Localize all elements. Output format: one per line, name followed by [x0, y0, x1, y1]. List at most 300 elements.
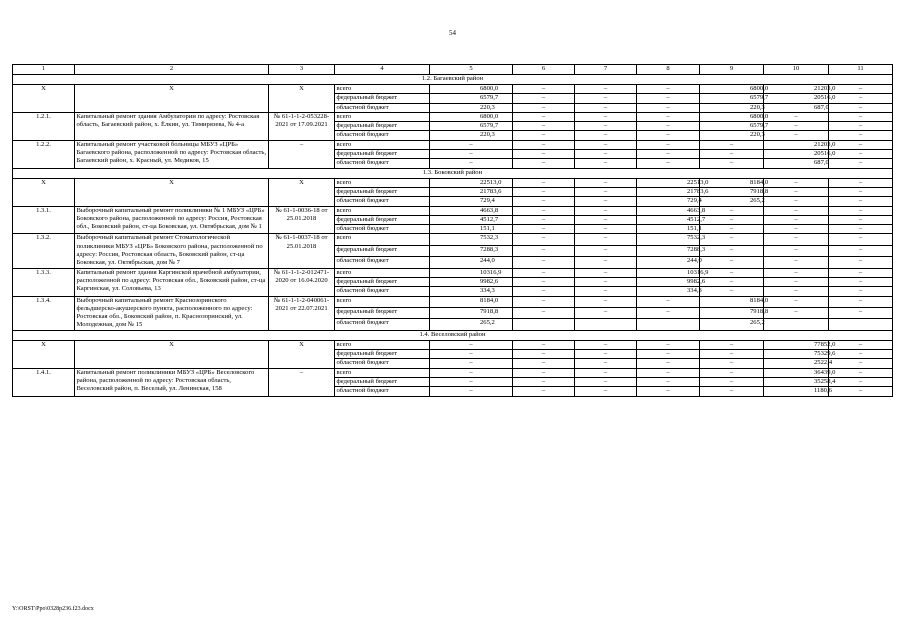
item-name: Выборочный капитальный ремонт Стоматологической поликлиники МБУЗ «ЦРБ» Боковского района, расположенной по адресу: Россия, Ростовская область, Боковский район, ст-ца Боковская, ул. Октябрьская, дом № 7: [75, 234, 269, 268]
item-name: Капитальный ремонт здания Каргинской врачебной амбулатории, расположенной по адресу: Ростовская обл., Боковский район, ст-ца Каргинская, ул. Соловьева, 13: [75, 268, 269, 296]
value-cell: –: [700, 350, 764, 359]
value-cell: –: [764, 187, 829, 196]
section-title-row: [13, 168, 893, 178]
funding-type: областной бюджет: [335, 159, 430, 168]
value-cell: –: [829, 287, 893, 296]
value-cell: [764, 319, 829, 330]
value-cell: 22513,0: [637, 178, 700, 187]
value-cell: –: [700, 206, 764, 215]
value-cell: –: [575, 206, 637, 215]
value-cell: 265,2: [700, 197, 764, 206]
value-cell: –: [637, 159, 700, 168]
value-cell: –: [575, 85, 637, 94]
column-number: 4: [335, 65, 430, 75]
value-cell: –: [637, 368, 700, 377]
section-summary-row: [13, 340, 893, 349]
value-cell: 6579,7: [700, 122, 764, 131]
value-cell: –: [513, 94, 575, 103]
value-cell: –: [513, 359, 575, 368]
value-cell: –: [513, 277, 575, 286]
value-cell: –: [764, 215, 829, 224]
value-cell: –: [575, 94, 637, 103]
value-cell: –: [637, 131, 700, 140]
value-cell: –: [829, 296, 893, 307]
value-cell: –: [637, 307, 700, 318]
value-cell: –: [829, 103, 893, 112]
funding-type: всего: [335, 140, 430, 149]
value-cell: –: [700, 140, 764, 149]
funding-type: федеральный бюджет: [335, 187, 430, 196]
column-number: 5: [430, 65, 513, 75]
value-cell: 151,1: [637, 225, 700, 234]
value-cell: –: [637, 122, 700, 131]
value-cell: –: [829, 140, 893, 149]
item-name: Капитальный ремонт поликлиники МБУЗ «ЦРБ» Веселовского района, расположенной по адресу: Ростовская область, Веселовский район, п. Веселый, ул. Ленинская, 158: [75, 368, 269, 396]
value-cell: –: [700, 359, 764, 368]
value-cell: –: [637, 340, 700, 349]
value-cell: –: [513, 387, 575, 396]
value-cell: –: [829, 131, 893, 140]
x-mark: Х: [269, 85, 335, 113]
value-cell: –: [575, 377, 637, 386]
value-cell: –: [575, 368, 637, 377]
funding-type: федеральный бюджет: [335, 215, 430, 224]
funding-type: областной бюджет: [335, 131, 430, 140]
column-number: 7: [575, 65, 637, 75]
funding-type: всего: [335, 206, 430, 215]
value-cell: –: [829, 257, 893, 268]
value-cell: –: [575, 150, 637, 159]
value-cell: –: [700, 377, 764, 386]
value-cell: 21203,0: [764, 85, 829, 94]
value-cell: 4663,8: [637, 206, 700, 215]
value-cell: –: [575, 178, 637, 187]
value-cell: –: [575, 296, 637, 307]
value-cell: –: [637, 150, 700, 159]
value-cell: –: [700, 368, 764, 377]
item-row: [13, 368, 893, 377]
item-document: № 61-1-1-2-012471-2020 от 16.04.2020: [269, 268, 335, 296]
value-cell: –: [637, 103, 700, 112]
value-cell: –: [513, 234, 575, 245]
value-cell: –: [829, 122, 893, 131]
funding-type: областной бюджет: [335, 287, 430, 296]
value-cell: –: [829, 350, 893, 359]
section-title-row: [13, 75, 893, 85]
value-cell: –: [513, 85, 575, 94]
item-document: № 61-1-1-2-053228-2021 от 17.09.2021: [269, 112, 335, 140]
value-cell: –: [513, 178, 575, 187]
value-cell: 20516,0: [764, 150, 829, 159]
value-cell: –: [700, 277, 764, 286]
value-cell: 2522,4: [764, 359, 829, 368]
item-number: 1.3.1.: [13, 206, 75, 234]
x-mark: Х: [75, 85, 269, 113]
value-cell: 220,3: [700, 103, 764, 112]
section-title: 1.2. Багаевский район: [13, 75, 893, 85]
funding-type: всего: [335, 234, 430, 245]
funding-type: всего: [335, 296, 430, 307]
value-cell: –: [575, 257, 637, 268]
value-cell: –: [513, 377, 575, 386]
value-cell: –: [637, 359, 700, 368]
item-number: 1.4.1.: [13, 368, 75, 396]
value-cell: –: [829, 234, 893, 245]
item-row: [13, 112, 893, 121]
value-cell: –: [575, 307, 637, 318]
value-cell: 687,0: [764, 159, 829, 168]
value-cell: 265,2: [430, 319, 513, 330]
value-cell: –: [700, 268, 764, 277]
value-cell: –: [764, 245, 829, 256]
value-cell: –: [513, 159, 575, 168]
value-cell: –: [829, 85, 893, 94]
value-cell: –: [513, 225, 575, 234]
value-cell: 35258,4: [764, 377, 829, 386]
value-cell: 6579,7: [430, 122, 513, 131]
funding-type: всего: [335, 368, 430, 377]
x-mark: Х: [13, 340, 75, 368]
section-summary-row: [13, 85, 893, 94]
value-cell: 151,1: [430, 225, 513, 234]
value-cell: –: [764, 112, 829, 121]
value-cell: 6579,7: [430, 94, 513, 103]
x-mark: Х: [13, 178, 75, 206]
column-number: 8: [637, 65, 700, 75]
value-cell: –: [430, 359, 513, 368]
funding-type: всего: [335, 112, 430, 121]
value-cell: –: [829, 277, 893, 286]
value-cell: 6800,0: [430, 112, 513, 121]
value-cell: –: [764, 197, 829, 206]
item-name: Капитальный ремонт здания Амбулатории по адресу: Ростовская область, Багаевский район, х. Ёлкин, ул. Тимирязева, № 4-а: [75, 112, 269, 140]
funding-type: федеральный бюджет: [335, 122, 430, 131]
value-cell: 4663,8: [430, 206, 513, 215]
value-cell: –: [575, 277, 637, 286]
value-cell: –: [430, 387, 513, 396]
value-cell: –: [829, 215, 893, 224]
value-cell: –: [764, 178, 829, 187]
value-cell: 8184,0: [430, 296, 513, 307]
value-cell: [513, 319, 575, 330]
value-cell: 7288,3: [430, 245, 513, 256]
value-cell: 9982,6: [637, 277, 700, 286]
value-cell: 265,2: [700, 319, 764, 330]
value-cell: –: [430, 377, 513, 386]
value-cell: –: [637, 377, 700, 386]
header-row: [13, 65, 893, 75]
value-cell: 21783,6: [637, 187, 700, 196]
item-name: Капитальный ремонт участковой больницы МБУЗ «ЦРБ» Багаевского района, расположенной по адресу: Ростовская область, Багаевский район, х. Красный, ул. Медиков, 15: [75, 140, 269, 168]
value-cell: –: [764, 307, 829, 318]
value-cell: –: [430, 140, 513, 149]
value-cell: –: [764, 122, 829, 131]
value-cell: –: [513, 112, 575, 121]
value-cell: –: [575, 359, 637, 368]
funding-type: федеральный бюджет: [335, 377, 430, 386]
item-document: № 61-1-0036-18 от 25.01.2018: [269, 206, 335, 234]
value-cell: 7918,8: [700, 307, 764, 318]
value-cell: –: [513, 257, 575, 268]
value-cell: 10316,9: [430, 268, 513, 277]
value-cell: –: [829, 377, 893, 386]
value-cell: 244,0: [637, 257, 700, 268]
value-cell: [575, 319, 637, 330]
value-cell: –: [513, 131, 575, 140]
x-mark: Х: [75, 340, 269, 368]
value-cell: –: [513, 296, 575, 307]
column-number: 2: [75, 65, 269, 75]
value-cell: –: [513, 150, 575, 159]
value-cell: 7918,8: [430, 307, 513, 318]
item-document: –: [269, 140, 335, 168]
value-cell: –: [575, 245, 637, 256]
x-mark: Х: [13, 85, 75, 113]
value-cell: –: [637, 350, 700, 359]
value-cell: –: [700, 159, 764, 168]
value-cell: –: [637, 140, 700, 149]
table-body: [13, 65, 893, 397]
footer-path: Y:\ORST\Ppo\0328p236.f23.docx: [12, 606, 94, 612]
value-cell: –: [829, 268, 893, 277]
section-title-row: [13, 330, 893, 340]
value-cell: –: [764, 287, 829, 296]
value-cell: –: [829, 368, 893, 377]
value-cell: 334,3: [430, 287, 513, 296]
value-cell: –: [764, 296, 829, 307]
item-number: 1.3.2.: [13, 234, 75, 268]
column-number: 10: [764, 65, 829, 75]
value-cell: –: [513, 215, 575, 224]
value-cell: –: [700, 234, 764, 245]
value-cell: –: [637, 85, 700, 94]
item-row: [13, 206, 893, 215]
value-cell: 22513,0: [430, 178, 513, 187]
value-cell: 220,3: [430, 103, 513, 112]
value-cell: 7532,3: [637, 234, 700, 245]
funding-type: всего: [335, 340, 430, 349]
value-cell: –: [513, 287, 575, 296]
value-cell: 7288,3: [637, 245, 700, 256]
value-cell: –: [430, 368, 513, 377]
value-cell: 9982,6: [430, 277, 513, 286]
value-cell: –: [700, 215, 764, 224]
value-cell: –: [513, 307, 575, 318]
value-cell: 220,3: [430, 131, 513, 140]
value-cell: –: [513, 368, 575, 377]
value-cell: 220,3: [700, 131, 764, 140]
value-cell: –: [764, 234, 829, 245]
value-cell: 21783,6: [430, 187, 513, 196]
funding-type: всего: [335, 85, 430, 94]
x-mark: Х: [269, 340, 335, 368]
column-number: 3: [269, 65, 335, 75]
value-cell: 8184,0: [700, 178, 764, 187]
funding-type: областной бюджет: [335, 197, 430, 206]
column-number: 6: [513, 65, 575, 75]
value-cell: –: [637, 94, 700, 103]
value-cell: 77852,0: [764, 340, 829, 349]
value-cell: [637, 319, 700, 330]
funding-type: всего: [335, 268, 430, 277]
value-cell: –: [513, 245, 575, 256]
funding-type: областной бюджет: [335, 387, 430, 396]
item-number: 1.2.1.: [13, 112, 75, 140]
funding-type: федеральный бюджет: [335, 150, 430, 159]
funding-type: областной бюджет: [335, 319, 430, 330]
value-cell: –: [764, 277, 829, 286]
value-cell: –: [513, 268, 575, 277]
value-cell: –: [829, 359, 893, 368]
value-cell: –: [513, 103, 575, 112]
value-cell: –: [829, 178, 893, 187]
value-cell: –: [829, 307, 893, 318]
x-mark: Х: [269, 178, 335, 206]
value-cell: –: [829, 187, 893, 196]
value-cell: –: [829, 150, 893, 159]
item-name: Выборочный капитальный ремонт Краснозоринского фельдшерско-акушерского пункта, расположенного по адресу: Ростовская обл., Боковский район, п. Краснозоринский, ул. Молодежная, дом № 15: [75, 296, 269, 330]
value-cell: 21203,0: [764, 140, 829, 149]
item-document: –: [269, 368, 335, 396]
item-number: 1.3.4.: [13, 296, 75, 330]
value-cell: –: [575, 350, 637, 359]
value-cell: 8184,0: [700, 296, 764, 307]
value-cell: –: [700, 340, 764, 349]
value-cell: 36439,0: [764, 368, 829, 377]
funding-type: федеральный бюджет: [335, 350, 430, 359]
value-cell: –: [829, 197, 893, 206]
value-cell: –: [430, 340, 513, 349]
value-cell: 75329,6: [764, 350, 829, 359]
item-number: 1.3.3.: [13, 268, 75, 296]
value-cell: –: [513, 340, 575, 349]
value-cell: 20516,0: [764, 94, 829, 103]
value-cell: –: [700, 150, 764, 159]
value-cell: –: [829, 245, 893, 256]
value-cell: 334,3: [637, 287, 700, 296]
value-cell: –: [513, 197, 575, 206]
value-cell: –: [575, 225, 637, 234]
value-cell: –: [829, 112, 893, 121]
item-row: [13, 296, 893, 307]
section-title: 1.3. Боковский район: [13, 168, 893, 178]
value-cell: –: [764, 257, 829, 268]
item-row: [13, 268, 893, 277]
value-cell: –: [829, 387, 893, 396]
value-cell: –: [700, 287, 764, 296]
value-cell: –: [575, 140, 637, 149]
value-cell: –: [575, 159, 637, 168]
value-cell: –: [700, 257, 764, 268]
value-cell: –: [430, 159, 513, 168]
budget-table: [12, 64, 893, 397]
value-cell: –: [513, 350, 575, 359]
value-cell: 729,4: [637, 197, 700, 206]
item-document: № 61-1-1-2-040061-2021 от 22.07.2021: [269, 296, 335, 330]
value-cell: –: [829, 94, 893, 103]
value-cell: –: [575, 131, 637, 140]
funding-type: областной бюджет: [335, 225, 430, 234]
value-cell: –: [637, 112, 700, 121]
value-cell: –: [513, 140, 575, 149]
item-row: [13, 140, 893, 149]
value-cell: –: [575, 197, 637, 206]
page-number: 54: [449, 29, 456, 37]
value-cell: –: [829, 225, 893, 234]
column-number: 11: [829, 65, 893, 75]
value-cell: –: [700, 387, 764, 396]
value-cell: –: [700, 245, 764, 256]
value-cell: 687,0: [764, 103, 829, 112]
value-cell: –: [575, 268, 637, 277]
value-cell: 729,4: [430, 197, 513, 206]
value-cell: 10316,9: [637, 268, 700, 277]
value-cell: –: [829, 159, 893, 168]
value-cell: –: [575, 234, 637, 245]
funding-type: областной бюджет: [335, 359, 430, 368]
value-cell: –: [637, 387, 700, 396]
funding-type: областной бюджет: [335, 257, 430, 268]
value-cell: 244,0: [430, 257, 513, 268]
value-cell: 7918,8: [700, 187, 764, 196]
value-cell: –: [829, 340, 893, 349]
column-number: 1: [13, 65, 75, 75]
value-cell: [829, 319, 893, 330]
funding-type: федеральный бюджет: [335, 277, 430, 286]
value-cell: 6800,0: [430, 85, 513, 94]
section-summary-row: [13, 178, 893, 187]
value-cell: –: [513, 206, 575, 215]
value-cell: –: [764, 225, 829, 234]
x-mark: Х: [75, 178, 269, 206]
column-number: 9: [700, 65, 764, 75]
value-cell: 1180,6: [764, 387, 829, 396]
value-cell: –: [513, 122, 575, 131]
value-cell: –: [575, 103, 637, 112]
item-row: [13, 234, 893, 245]
value-cell: –: [513, 187, 575, 196]
funding-type: федеральный бюджет: [335, 307, 430, 318]
funding-type: областной бюджет: [335, 103, 430, 112]
value-cell: –: [764, 131, 829, 140]
funding-type: федеральный бюджет: [335, 245, 430, 256]
value-cell: 4512,7: [637, 215, 700, 224]
section-title: 1.4. Веселовский район: [13, 330, 893, 340]
value-cell: –: [430, 150, 513, 159]
item-document: № 61-1-0037-18 от 25.01.2018: [269, 234, 335, 268]
value-cell: –: [575, 387, 637, 396]
value-cell: –: [575, 215, 637, 224]
value-cell: –: [700, 225, 764, 234]
funding-type: федеральный бюджет: [335, 94, 430, 103]
value-cell: 7532,3: [430, 234, 513, 245]
value-cell: –: [575, 187, 637, 196]
value-cell: –: [575, 112, 637, 121]
funding-type: всего: [335, 178, 430, 187]
value-cell: –: [829, 206, 893, 215]
value-cell: –: [575, 287, 637, 296]
value-cell: –: [764, 206, 829, 215]
value-cell: –: [764, 268, 829, 277]
item-name: Выборочный капитальный ремонт поликлиники № 1 МБУЗ «ЦРБ» Боковского района, расположенной по адресу: Россия, Ростовская обл., Боковский район, ст-ца Боковская, ул. Октябрьская, дом № 1: [75, 206, 269, 234]
value-cell: –: [637, 296, 700, 307]
value-cell: –: [430, 350, 513, 359]
value-cell: –: [575, 122, 637, 131]
value-cell: 6579,7: [700, 94, 764, 103]
value-cell: 4512,7: [430, 215, 513, 224]
value-cell: –: [575, 340, 637, 349]
item-number: 1.2.2.: [13, 140, 75, 168]
